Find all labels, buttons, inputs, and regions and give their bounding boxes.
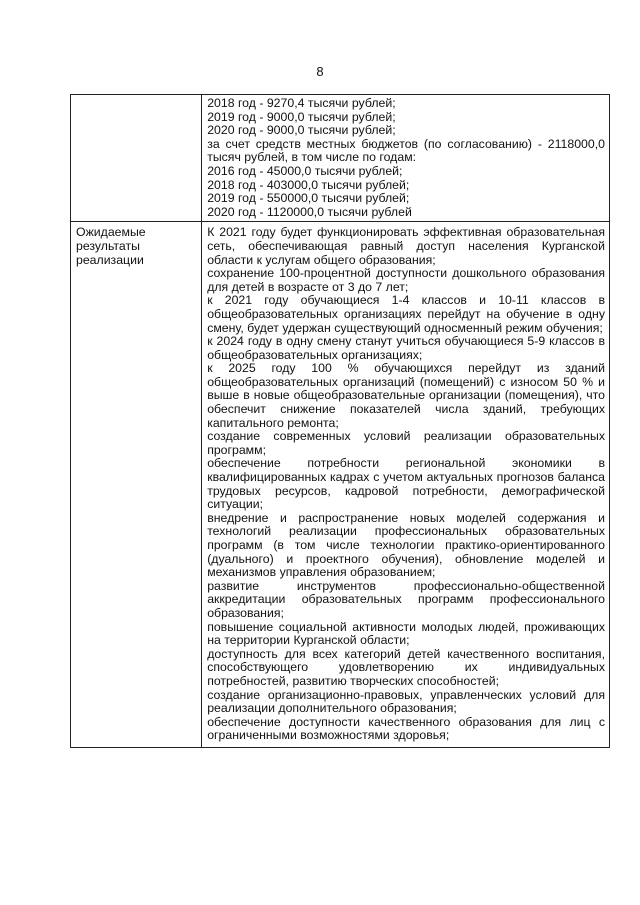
expected-result-item: обеспечение доступности качественного образования для лиц с ограниченными возможностями здоровья; — [207, 714, 605, 743]
local-funding-line: 2019 год - 550000,0 тысячи рублей; — [207, 191, 410, 206]
table-row-funding — [71, 95, 610, 222]
local-funding-line: 2020 год - 1120000,0 тысячи рублей — [207, 204, 412, 219]
funding-content-cell — [202, 95, 610, 222]
expected-result-item: создание организационно-правовых, управленческих условий для реализации дополнительного образования; — [207, 687, 605, 716]
expected-result-item: к 2024 году в одну смену станут учиться обучающиеся 5-9 классов в общеобразовательных организациях; — [207, 334, 605, 362]
funding-line: 2020 год - 9000,0 тысячи рублей; — [207, 123, 396, 138]
page-number: 8 — [316, 64, 324, 79]
funding-line: 2019 год - 9000,0 тысячи рублей; — [207, 109, 396, 124]
expected-result-item: доступность для всех категорий детей качественного воспитания, способствующего удовлетворению их индивидуальных потребностей, развитию творческих способностей; — [207, 646, 605, 688]
expected-results-label: Ожидаемые результаты реализации — [71, 222, 202, 748]
funding-line: 2018 год - 9270,4 тысячи рублей; — [207, 96, 396, 110]
expected-result-item: создание современных условий реализации образовательных программ; — [207, 429, 605, 457]
expected-result-item: сохранение 100-процентной доступности дошкольного образования для детей в возрасте от 3 до 7 лет; — [207, 266, 605, 294]
expected-result-item: внедрение и распространение новых моделей содержания и технологий реализации профессиональных образовательных программ (в том числе технологии практико-ориентированного (дуального) и проектного обучения), обновление моделей и механизмов управления образованием; — [207, 510, 605, 580]
program-passport-table — [70, 94, 610, 748]
expected-result-item: к 2021 году обучающиеся 1-4 классов и 10-11 классов в общеобразовательных организациях перейдут на обучение в одну смену, будет удержан существующий односменный режим обучения; — [207, 293, 605, 335]
expected-result-item: развитие инструментов профессионально-общественной аккредитации образовательных программ профессионального образования; — [207, 578, 605, 620]
expected-result-item: к 2025 году 100 % обучающихся перейдут из зданий общеобразовательных организаций (помещений) с износом 50 % и выше в новые общеобразовательные организации (помещения), что обеспечит снижение показателей числа зданий, требующих капитального ремонта; — [207, 361, 605, 430]
expected-results-content — [202, 222, 610, 748]
local-budget-text: за счет средств местных бюджетов (по согласованию) - 2118000,0 тысяч рублей, в том числе по годам: — [207, 136, 605, 165]
expected-result-item: повышение социальной активности молодых людей, проживающих на территории Курганской области; — [207, 619, 605, 648]
local-funding-line: 2018 год - 403000,0 тысячи рублей; — [207, 177, 410, 192]
expected-result-item: обеспечение потребности региональной экономики в квалифицированных кадрах с учетом актуальных прогнозов баланса трудовых ресурсов, кадровой потребности, демографической ситуации; — [207, 456, 605, 512]
expected-result-item: К 2021 году будет функционировать эффективная образовательная сеть, обеспечивающая равный доступ населения Курганской области к услугам общего образования; — [207, 225, 605, 267]
table-row-expected-results — [71, 222, 610, 748]
local-funding-line: 2016 год - 45000,0 тысячи рублей; — [207, 163, 403, 178]
funding-label-cell — [71, 95, 202, 222]
